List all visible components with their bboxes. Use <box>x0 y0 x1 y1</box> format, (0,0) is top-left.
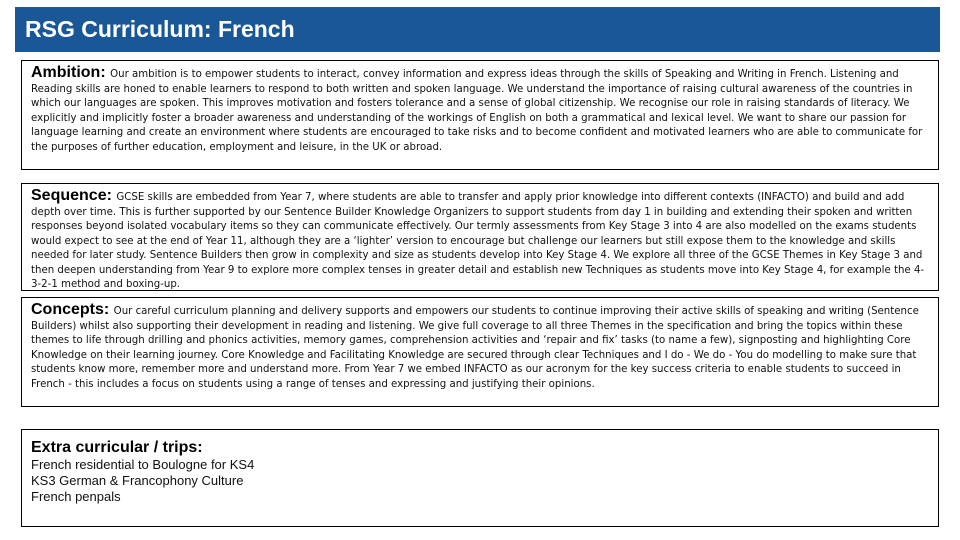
title-bar <box>15 7 940 52</box>
extra-item: French penpals <box>31 489 121 504</box>
ambition-heading: Ambition: <box>31 64 111 81</box>
ambition-text: Our ambition is to empower students to interact, convey information and express ideas through the skills of Speaking and Writing in French. Listening and Reading skills are honed to enable learners to respond to both written and spoken language. We understand the importance of raising cultural awareness of the countries in which our languages are spoken. This improves motivation and fosters tolerance and a sense of global citizenship. We recognise our role in raising standards of literacy. We explicitly and implicitly foster a broader awareness and understanding of the workings of English on both a grammatical and lexical level. We want to share our passion for language learning and create an environment where students are encouraged to take risks and to become confident and motivated learners who are able to communicate for the purposes of further education, employment and leisure, in the UK or abroad. <box>31 69 923 153</box>
extra-item: French residential to Boulogne for KS4 <box>31 457 255 472</box>
extra-item: KS3 German & Francophony Culture <box>31 473 244 488</box>
sequence-section <box>21 183 939 291</box>
page-title: RSG Curriculum: French <box>25 16 295 42</box>
concepts-text: Our careful curriculum planning and delivery supports and empowers our students to continue improving their active skills of speaking and writing (Sentence Builders) whilst also supporting their development in reading and listening. We give full coverage to all three Themes in the specification and bring the topics within these themes to life through drilling and phonics activities, memory games, comprehension activities and ‘repair and fix’ tasks (to name a few), signposting and highlighting Core Knowledge on their learning journey. Core Knowledge and Facilitating Knowledge are secured through clear Techniques and I do - We do - You do modelling to make sure that students know more, remember more and understand more. From Year 7 we embed INFACTO as our acronym for the key success criteria to enable students to succeed in French - this includes a focus on students using a range of tenses and expressing and justifying their opinions. <box>31 306 919 390</box>
ambition-section <box>21 60 939 170</box>
extra-curricular-heading: Extra curricular / trips: <box>31 439 203 456</box>
concepts-heading: Concepts: <box>31 301 114 318</box>
sequence-heading: Sequence: <box>31 187 117 204</box>
sequence-text: GCSE skills are embedded from Year 7, where students are able to transfer and apply prior knowledge into different contexts (INFACTO) and build and add depth over time. This is further supported by our Sentence Builder Knowledge Organizers to support students from day 1 in building and extending their spoken and written responses beyond isolated vocabulary items so they can communicate effectively. Our termly assessments from Key Stage 3 into 4 are also modelled on the exams students would expect to see at the end of Year 11, although they are a ‘lighter’ version to encourage but challenge our learners but still expose them to the knowledge and skills needed for later study. Sentence Builders then grow in complexity and size as students develop into Key Stage 4. We explore all three of the GCSE Themes in Key Stage 3 and then deepen understanding from Year 9 to explore more complex tenses in greater detail and establish new Techniques as students move into Key Stage 4, for example the 4-3-2-1 method and boxing-up. <box>31 192 925 290</box>
extra-curricular-section <box>21 429 939 527</box>
concepts-section <box>21 297 939 407</box>
